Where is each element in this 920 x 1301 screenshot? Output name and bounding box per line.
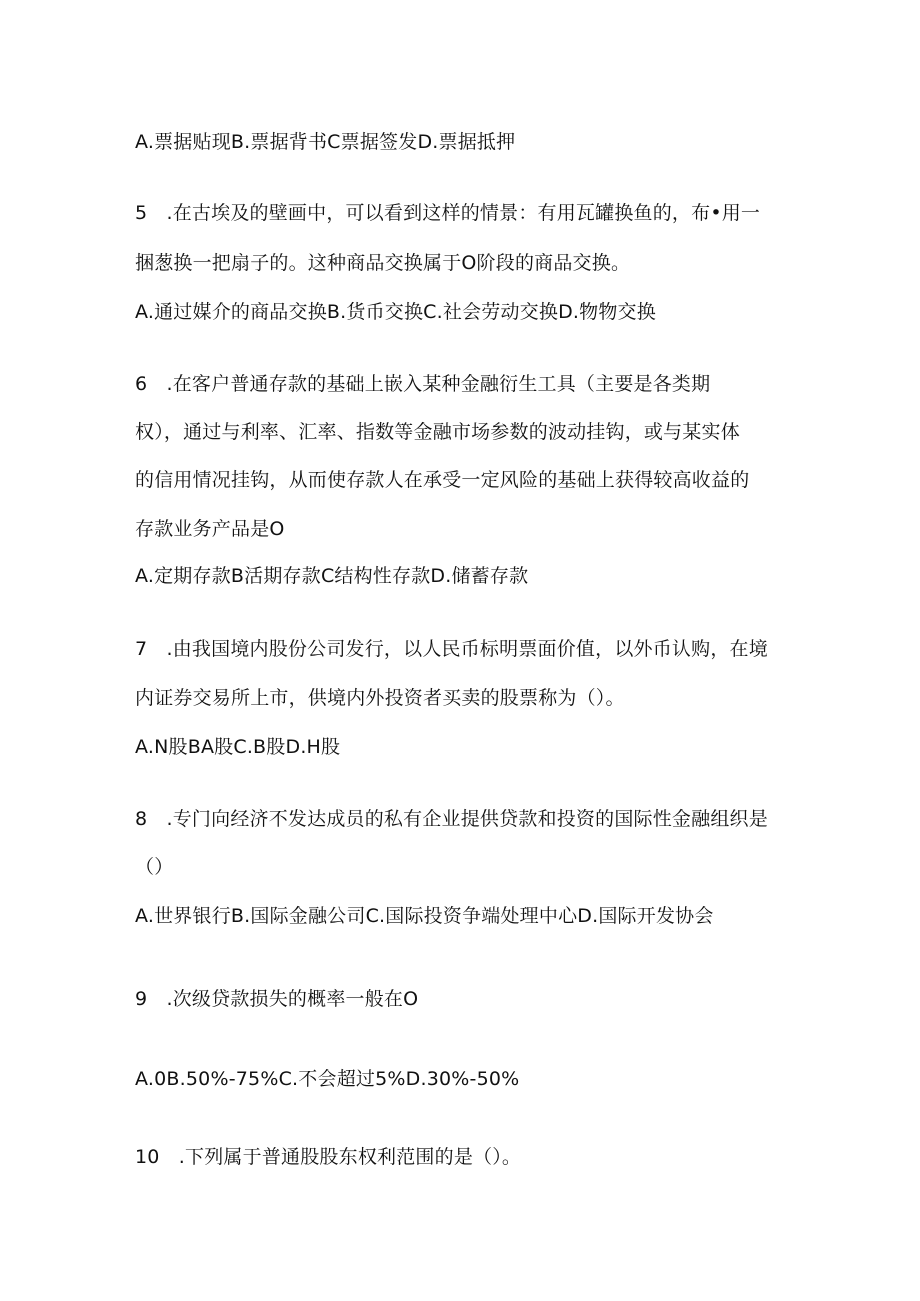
q7-stem-line-2: 内证券交易所上市，供境内外投资者买卖的股票称为（）。 bbox=[135, 687, 625, 709]
q5-options: A.通过媒介的商品交换B.货币交换C.社会劳动交换D.物物交换 bbox=[135, 301, 656, 323]
q9-stem: 9 .次级贷款损失的概率一般在O bbox=[135, 988, 419, 1010]
q6-stem-line-2: 权），通过与利率、汇率、指数等金融市场参数的波动挂钩，或与某实体 bbox=[135, 421, 740, 443]
q7-stem-line-1: 7 .由我国境内股份公司发行，以人民币标明票面价值，以外币认购，在境 bbox=[135, 638, 768, 660]
q5-stem-line-1: 5 .在古埃及的壁画中，可以看到这样的情景：有用瓦罐换鱼的，布•用一 bbox=[135, 202, 761, 224]
q6-stem-line-4: 存款业务产品是O bbox=[135, 518, 285, 540]
q6-stem-line-3: 的信用情况挂钩，从而使存款人在承受一定风险的基础上获得较高收益的 bbox=[135, 469, 750, 491]
q4-options: A.票据贴现B.票据背书C票据签发D.票据抵押 bbox=[135, 131, 516, 153]
q8-options: A.世界银行B.国际金融公司C.国际投资争端处理中心D.国际开发协会 bbox=[135, 905, 714, 927]
q6-stem-line-1: 6 .在客户普通存款的基础上嵌入某种金融衍生工具（主要是各类期 bbox=[135, 373, 711, 395]
q8-stem-line-1: 8 .专门向经济不发达成员的私有企业提供贷款和投资的国际性金融组织是 bbox=[135, 808, 768, 830]
q10-stem: 10 .下列属于普通股股东权利范围的是（）。 bbox=[135, 1146, 522, 1168]
q5-stem-line-2: 捆葱换一把扇子的。这种商品交换属于O阶段的商品交换。 bbox=[135, 252, 631, 274]
q8-stem-line-2: （） bbox=[135, 856, 174, 878]
q6-options: A.定期存款B活期存款C结构性存款D.储蓄存款 bbox=[135, 565, 529, 587]
q7-options: A.N股BA股C.B股D.H股 bbox=[135, 736, 341, 758]
q9-options: A.0B.50%-75%C.不会超过5%D.30%-50% bbox=[135, 1068, 520, 1090]
